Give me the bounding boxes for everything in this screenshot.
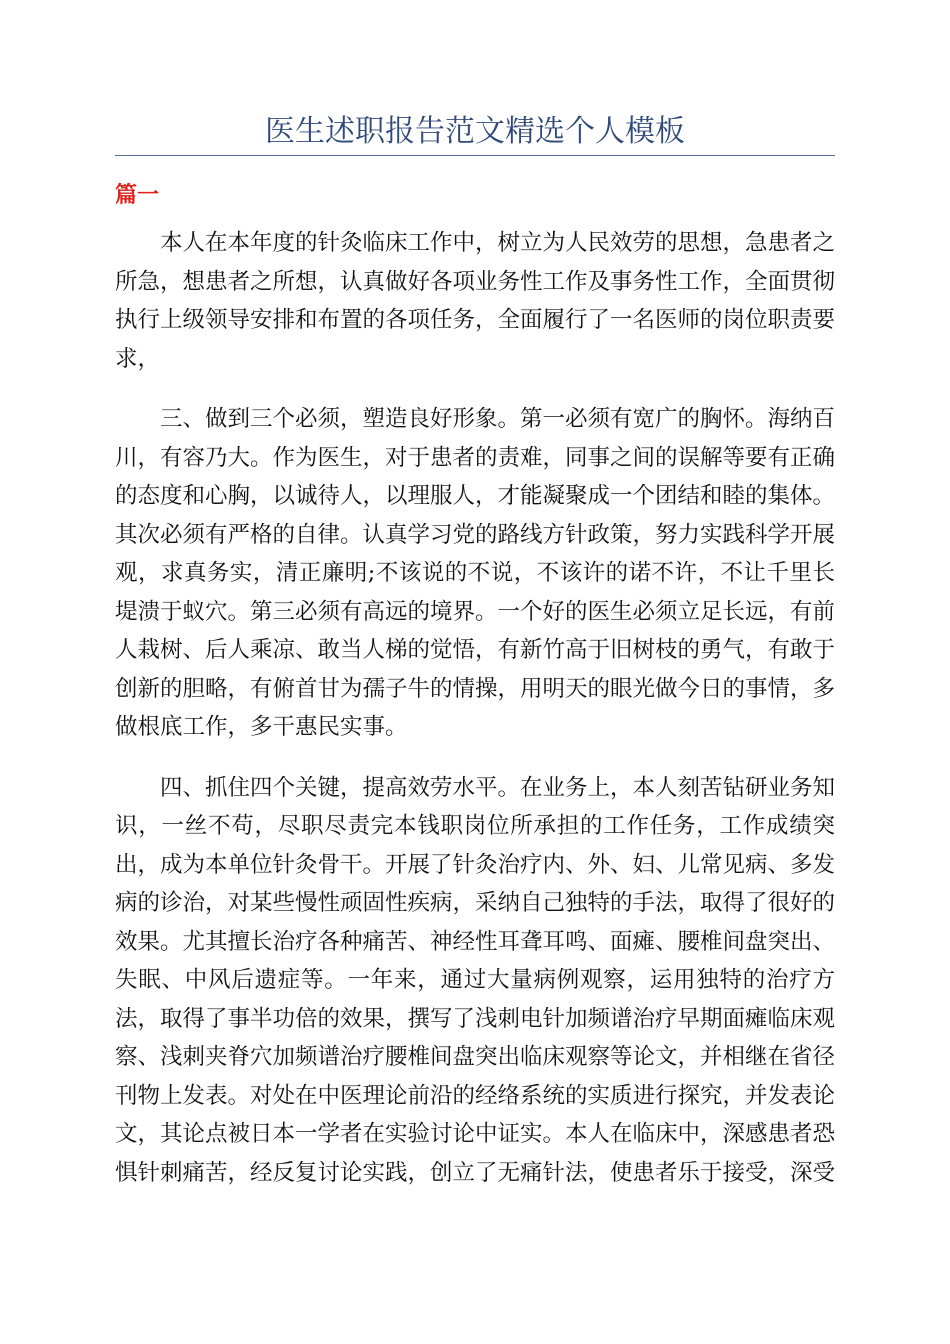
document-title: 医生述职报告范文精选个人模板 <box>265 114 685 149</box>
paragraph-four-keys: 四、抓住四个关键，提高效劳水平。在业务上，本人刻苦钻研业务知识，一丝不苟，尽职尽责完本钱职岗位所承担的工作任务，工作成绩突出，成为本单位针灸骨干。开展了针灸治疗内、外、妇、儿常见病、多发病的诊治，对某些慢性顽固性疾病，采纳自己独特的手法，取得了很好的效果。尤其擅长治疗各种痛苦、神经性耳聋耳鸣、面瘫、腰椎间盘突出、失眠、中风后遗症等。一年来，通过大量病例观察，运用独特的治疗方法，取得了事半功倍的效果，撰写了浅刺电针加频谱治疗早期面瘫临床观察、浅刺夹脊穴加频谱治疗腰椎间盘突出临床观察等论文，并相继在省径刊物上发表。对处在中医理论前沿的经络系统的实质进行探究，并发表论文，其论点被日本一学者在实验讨论中证实。本人在临床中，深感患者恐惧针刺痛苦，经反复讨论实践，创立了无痛针法，使患者乐于接受，深受 <box>115 774 836 1186</box>
paragraph-three-musts: 三、做到三个必须，塑造良好形象。第一必须有宽广的胸怀。海纳百川，有容乃大。作为医生，对于患者的责难，同事之间的误解等要有正确的态度和心胸，以诚待人，以理服人，才能凝聚成一个团结和睦的集体。其次必须有严格的自律。认真学习党的路线方针政策，努力实践科学开展观，求真务实，清正廉明;不该说的不说，不该许的诺不许，不让千里长堤溃于蚁穴。第三必须有高远的境界。一个好的医生必须立足长远，有前人栽树、后人乘凉、敢当人梯的觉悟，有新竹高于旧树枝的勇气，有敢于创新的胆略，有俯首甘为孺子牛的情操，用明天的眼光做今日的事情，多做根底工作，多干惠民实事。 <box>115 406 836 740</box>
paragraph-intro: 本人在本年度的针灸临床工作中，树立为人民效劳的思想，急患者之所急，想患者之所想，认真做好各项业务性工作及事务性工作，全面贯彻执行上级领导安排和布置的各项任务，全面履行了一名医师的岗位职责要求， <box>115 230 836 372</box>
document-body <box>115 224 835 1214</box>
title-underline-divider <box>115 155 835 156</box>
section-heading: 篇一 <box>115 183 160 208</box>
